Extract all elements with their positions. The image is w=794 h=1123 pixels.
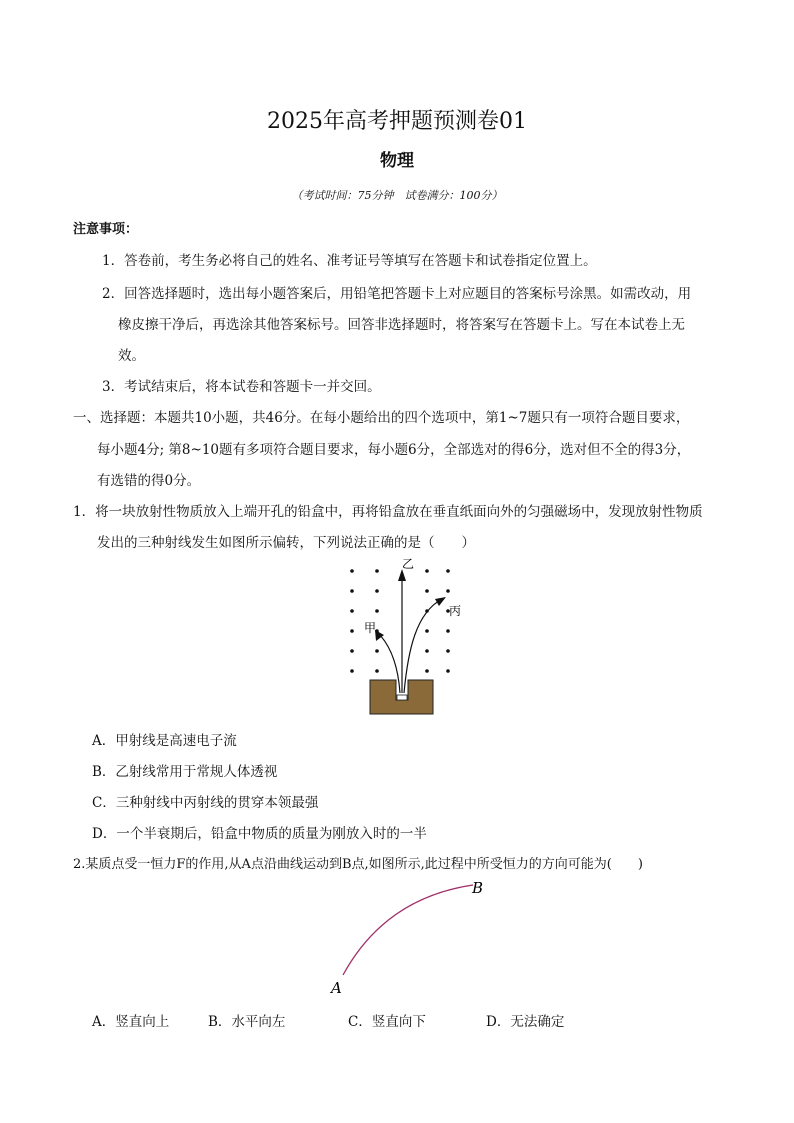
label-bing: 丙 xyxy=(449,604,462,618)
q2-stem: 2.某质点受一恒力F的作用,从A点沿曲线运动到B点,如图所示,此过程中所受恒力的方向可能为( ) xyxy=(73,857,643,872)
note-item-1: 1．答卷前，考生务必将自己的姓名、准考证号等填写在答题卡和试卷指定位置上。 xyxy=(102,253,597,269)
section1-line-1: 一、选择题：本题共10小题，共46分。在每小题给出的四个选项中，第1~7题只有一项符合题目要求， xyxy=(73,410,690,426)
label-yi: 乙 xyxy=(402,557,415,571)
label-point-a: A xyxy=(331,979,342,997)
notes-heading: 注意事项： xyxy=(73,222,139,237)
q1-stem-line-2: 发出的三种射线发生如图所示偏转，下列说法正确的是（ ） xyxy=(97,535,475,551)
exam-info: （考试时间：75分钟 试卷满分：100分） xyxy=(291,189,503,202)
q1-option-a: A．甲射线是高速电子流 xyxy=(92,733,237,749)
label-point-b: B xyxy=(472,879,484,897)
q1-figure-magnetic-field xyxy=(338,555,498,720)
section1-line-2: 每小题4分; 第8~10题有多项符合题目要求，每小题6分，全部选对的得6分，选对但不全的得3分， xyxy=(97,442,691,458)
q1-stem-line-1: 1．将一块放射性物质放入上端开孔的铅盒中，再将铅盒放在垂直纸面向外的匀强磁场中，发现放射性物质 xyxy=(73,504,703,520)
q2-option-d: D．无法确定 xyxy=(486,1014,565,1030)
note-item-2-end: 效。 xyxy=(118,348,145,364)
q2-option-b: B．水平向左 xyxy=(208,1014,286,1030)
section1-line-3: 有选错的得0分。 xyxy=(97,473,201,489)
note-item-2: 2．回答选择题时，选出每小题答案后，用铅笔把答题卡上对应题目的答案标号涂黑。如需改动，用 xyxy=(102,286,692,302)
note-item-2-cont: 橡皮擦干净后，再选涂其他答案标号。回答非选择题时，将答案写在答题卡上。写在本试卷上无 xyxy=(118,317,685,333)
label-jia: 甲 xyxy=(364,621,377,635)
q2-figure-curve xyxy=(325,873,505,998)
q1-option-b: B．乙射线常用于常规人体透视 xyxy=(92,764,278,780)
q1-option-c: C．三种射线中丙射线的贯穿本领最强 xyxy=(92,795,319,811)
page-title: 2025年高考押题预测卷01 xyxy=(267,109,527,134)
source-sample xyxy=(397,695,407,700)
q2-option-a: A．竖直向上 xyxy=(92,1014,170,1030)
q1-option-d: D．一个半衰期后，铅盒中物质的质量为刚放入时的一半 xyxy=(92,826,427,842)
trajectory-curve xyxy=(343,885,473,975)
q2-option-c: C．竖直向下 xyxy=(348,1014,426,1030)
ray-bing xyxy=(404,599,442,693)
note-item-3: 3．考试结束后，将本试卷和答题卡一并交回。 xyxy=(102,379,381,395)
subject-title: 物理 xyxy=(380,151,414,171)
